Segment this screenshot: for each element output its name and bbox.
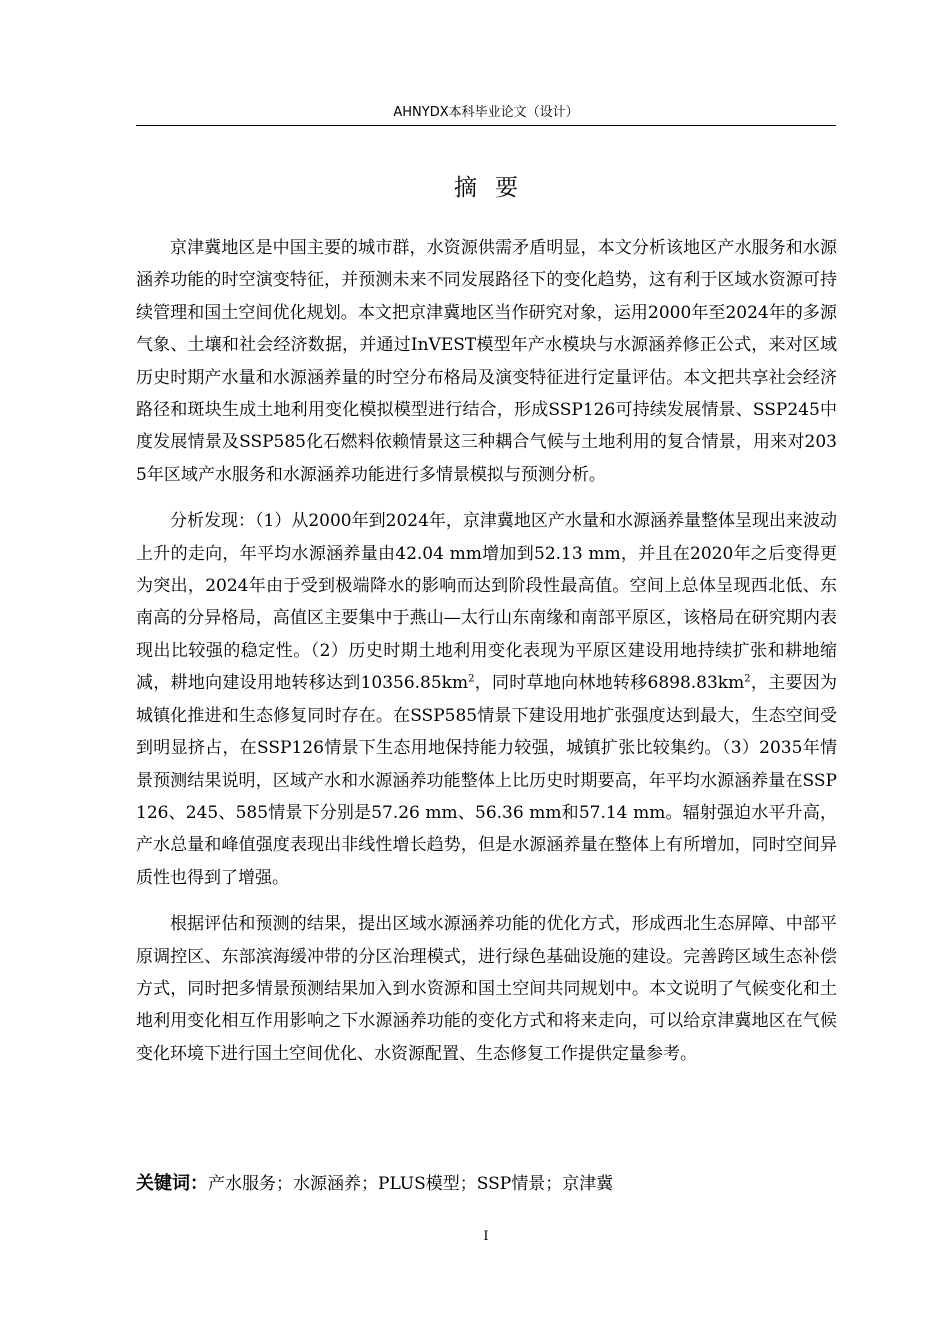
paragraph-2-text-b: ，同时草地向林地转移6898.83km (474, 673, 745, 694)
page-number: I (483, 1229, 489, 1244)
abstract-body (136, 232, 837, 1084)
abstract-paragraph-3: 根据评估和预测的结果，提出区域水源涵养功能的优化方式，形成西北生态屏障、中部平原调控区、东部滨海缓冲带的分区治理模式，进行绿色基础设施的建设。完善跨区域生态补偿方式，同时把多情景预测结果加入到水资源和国土空间共同规划中。本文说明了气候变化和土地利用变化相互作用影响之下水源涵养功能的变化方式和将来走向，可以给京津冀地区在气候变化环境下进行国土空间优化、水资源配置、生态修复工作提供定量参考。 (136, 914, 837, 1064)
keywords-list: 产水服务；水源涵养；PLUS模型；SSP情景；京津冀 (208, 1174, 614, 1194)
paragraph-2-text-a: 分析发现：（1）从2000年到2024年，京津冀地区产水量和水源涵养量整体呈现出来波动上升的走向，年平均水源涵养量由42.04 mm增加到52.13 mm，并且在2020年之后变得更为突出，2024年由于受到极端降水的影响而达到阶段性最高值。空间上总体呈现西北低、东南高的分异格局，高值区主要集中于燕山—太行山东南缘和南部平原区，该格局在研究期内表现出比较强的稳定性。（2）历史时期土地利用变化表现为平原区建设用地持续扩张和耕地缩减，耕地向建设用地转移达到10356.85km (136, 511, 837, 694)
running-header: AHNYDX本科毕业论文（设计） (393, 105, 579, 120)
header-rule (136, 125, 836, 126)
paragraph-2-text-c: ，主要因为城镇化推进和生态修复同时存在。在SSP585情景下建设用地扩张强度达到最大，生态空间受到明显挤占，在SSP126情景下生态用地保持能力较强，城镇扩张比较集约。（3）2035年情景预测结果说明，区域产水和水源涵养功能整体上比历史时期要高，年平均水源涵养量在SSP126、245、585情景下分别是57.26 mm、56.36 mm和57.14 mm。辐射强迫水平升高，产水总量和峰值强度表现出非线性增长趋势，但是水源涵养量在整体上有所增加，同时空间异质性也得到了增强。 (136, 673, 837, 888)
keywords-line (136, 1168, 837, 1200)
abstract-title: 摘要 (454, 175, 536, 201)
keywords-label: 关键词： (136, 1173, 208, 1194)
abstract-paragraph-1: 京津冀地区是中国主要的城市群，水资源供需矛盾明显，本文分析该地区产水服务和水源涵养功能的时空演变特征，并预测未来不同发展路径下的变化趋势，这有利于区域水资源可持续管理和国土空间优化规划。本文把京津冀地区当作研究对象，运用2000年至2024年的多源气象、土壤和社会经济数据，并通过InVEST模型年产水模块与水源涵养修正公式，来对区域历史时期产水量和水源涵养量的时空分布格局及演变特征进行定量评估。本文把共享社会经济路径和斑块生成土地利用变化模拟模型进行结合，形成SSP126可持续发展情景、SSP245中度发展情景及SSP585化石燃料依赖情景这三种耦合气候与土地利用的复合情景，用来对2035年区域产水服务和水源涵养功能进行多情景模拟与预测分析。 (136, 238, 837, 485)
superscript-squared: 2 (468, 673, 475, 685)
abstract-paragraph-2 (136, 505, 837, 894)
superscript-squared: 2 (744, 673, 751, 685)
